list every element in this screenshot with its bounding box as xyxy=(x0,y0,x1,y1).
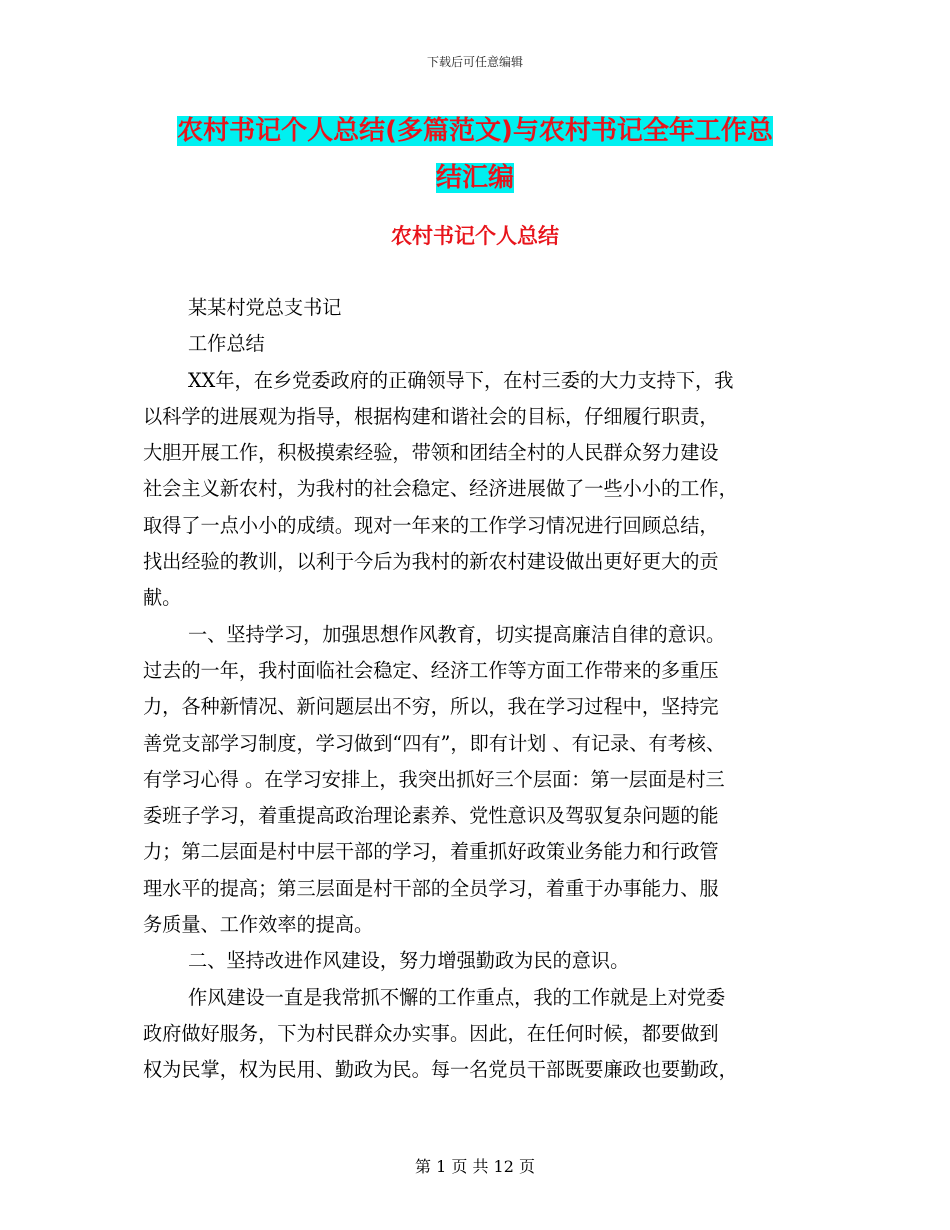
body-line: 工作总结 xyxy=(188,332,265,356)
body-line: 力，各种新情况、新问题层出不穷，所以，我在学习过程中，坚持完 xyxy=(143,695,719,719)
body-line: 作风建设一直是我常抓不懈的工作重点，我的工作就是上对党委 xyxy=(188,985,726,1009)
body-line: XX年，在乡党委政府的正确领导下，在村三委的大力支持下，我 xyxy=(188,368,734,392)
document-title xyxy=(0,108,950,202)
body-line: 找出经验的教训，以利于今后为我村的新农村建设做出更好更大的贡 xyxy=(143,550,719,574)
body-line: 某某村党总支书记 xyxy=(188,296,342,319)
title-line-2: 结汇编 xyxy=(435,163,514,193)
body-line: 取得了一点小小的成绩。现对一年来的工作学习情况进行回顾总结， xyxy=(143,513,719,537)
body-line: 务质量、工作效率的提高。 xyxy=(143,913,374,937)
body-line: 政府做好服务，下为村民群众办实事。因此，在任何时候，都要做到 xyxy=(143,1021,719,1045)
body-line: 理水平的提高；第三层面是村干部的全员学习，着重于办事能力、服 xyxy=(143,876,719,900)
body-line: 一、坚持学习，加强思想作风教育，切实提高廉洁自律的意识。 xyxy=(188,622,726,646)
body-line: 社会主义新农村，为我村的社会稳定、经济进展做了一些小小的工作， xyxy=(143,477,738,501)
page-footer: 第 1 页 共 12 页 xyxy=(415,1157,535,1176)
body-line: 二、坚持改进作风建设，努力增强勤政为民的意识。 xyxy=(188,949,630,973)
body-line: 有学习心得 。在学习安排上，我突出抓好三个层面：第一层面是村三 xyxy=(143,767,725,791)
body-line: 献。 xyxy=(143,586,182,610)
section-title: 农村书记个人总结 xyxy=(391,224,559,248)
document-body xyxy=(143,290,823,1089)
body-line: 委班子学习，着重提高政治理论素养、党性意识及驾驭复杂问题的能 xyxy=(143,804,719,828)
body-line: 善党支部学习制度，学习做到“四有”，即有计划 、有记录、有考核、 xyxy=(143,731,726,755)
body-line: 以科学的进展观为指导，根据构建和谐社会的目标，仔细履行职责， xyxy=(143,404,719,428)
body-line: 过去的一年，我村面临社会稳定、经济工作等方面工作带来的多重压 xyxy=(143,658,719,682)
body-line: 大胆开展工作，积极摸索经验，带领和团结全村的人民群众努力建设 xyxy=(143,441,719,465)
title-line-1: 农村书记个人总结(多篇范文)与农村书记全年工作总 xyxy=(177,116,773,146)
body-line: 力；第二层面是村中层干部的学习，着重抓好政策业务能力和行政管 xyxy=(143,840,719,864)
body-line: 权为民掌，权为民用、勤政为民。每一名党员干部既要廉政也要勤政， xyxy=(143,1058,738,1082)
header-note: 下载后可任意编辑 xyxy=(426,55,523,69)
